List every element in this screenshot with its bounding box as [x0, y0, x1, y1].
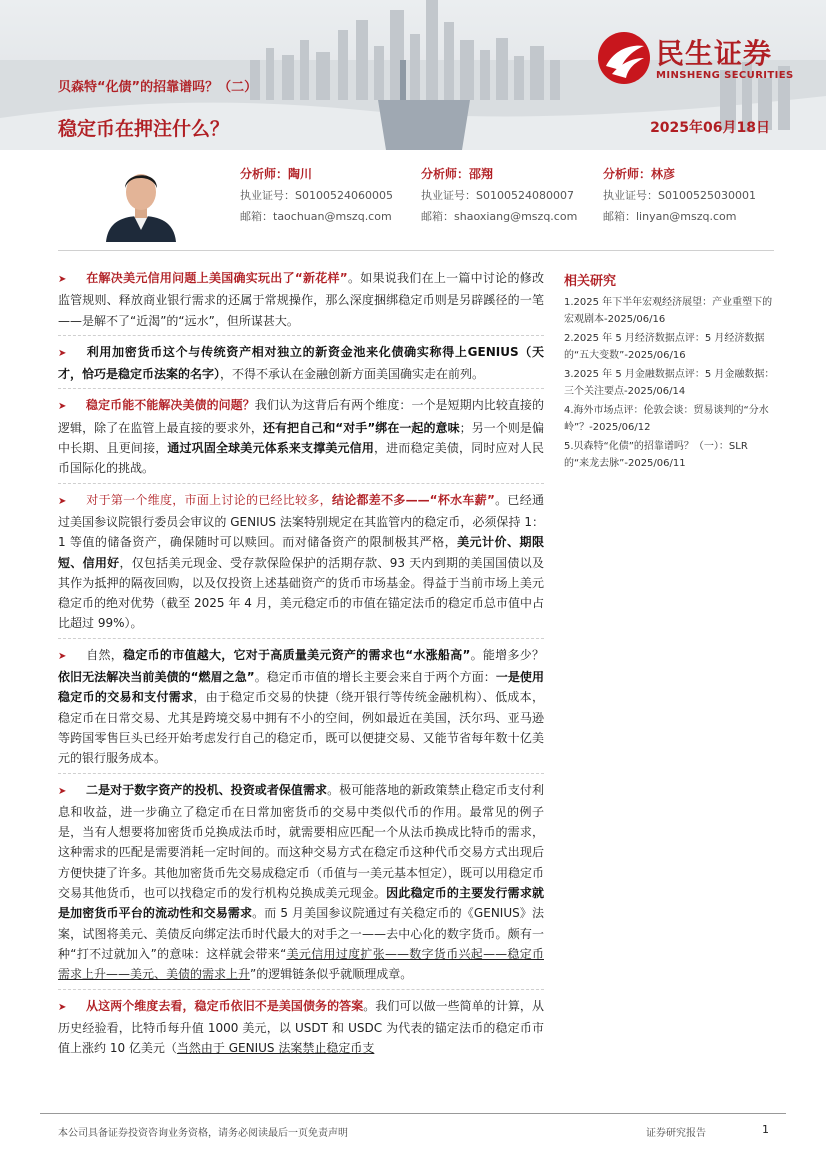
- paragraph-1: [58, 268, 544, 336]
- analyst-cert: 执业证号：S0100524060005: [240, 189, 393, 202]
- analyst-name: 分析师：邵翔: [421, 167, 494, 181]
- analyst-photo: [98, 158, 184, 242]
- analyst-email[interactable]: 邮箱：linyan@mszq.com: [603, 210, 737, 223]
- bullet-arrow-icon: ➤: [58, 347, 67, 359]
- paragraph-underlined: 美元信用过度扩张——数字货币兴起——稳定币需求上升——美元、美债的需求上升: [58, 946, 544, 982]
- paragraph-text: ”的逻辑链条似乎就顺理成章。: [250, 967, 413, 982]
- page-number: 1: [762, 1123, 769, 1136]
- analyst-name: 分析师：陶川: [240, 167, 313, 181]
- bullet-arrow-icon: ➤: [58, 495, 67, 507]
- analyst-name: 分析师：林彦: [603, 167, 676, 181]
- paragraph-bold: 利用加密货币这个与传统资产相对独立的新资金池来化债确实称得上GENIUS（天才，恰巧是稳定币法案的名字）: [58, 344, 544, 382]
- analyst-cert: 执业证号：S0100525030001: [603, 189, 756, 202]
- paragraph-bold: 二是对于数字资产的投机、投资或者保值需求: [86, 782, 328, 797]
- related-item[interactable]: 2.2025 年 5 月经济数据点评：5 月经济数据的“五大变数”-2025/06/16: [564, 333, 765, 361]
- paragraph-underlined: 当然由于 GENIUS 法案禁止稳定币支: [176, 1041, 375, 1056]
- related-item[interactable]: 4.海外市场点评：伦敦会谈：贸易谈判的“分水岭”？-2025/06/12: [564, 405, 769, 433]
- footer-disclaimer: 本公司具备证券投资咨询业务资格，请务必阅读最后一页免责声明: [58, 1128, 348, 1139]
- paragraph-text: 。已经通过美国参议院银行委员会审议的 GENIUS 法案特别规定在其监管内的稳定币，必须保持 1：1 等值的储备资产，确保随时可以赎回。而对储备资产的限制极其严格，: [58, 492, 544, 550]
- analyst-email[interactable]: 邮箱：taochuan@mszq.com: [240, 210, 392, 223]
- logo-english: MINSHENG SECURITIES: [656, 70, 794, 81]
- paragraph-text: ，由于稳定币交易的快捷（绕开银行等传统金融机构）、低成本，稳定币在日常交易、尤其是跨境交易中拥有不小的空间，例如最近在美国，沃尔玛、亚马逊等跨国零售巨头已经开始考虑发行自己的稳定币，既可以便捷交易、又能节省每年数十亿美元的银行服务成本。: [58, 690, 544, 766]
- paragraph-text: ，不得不承认在金融创新方面美国确实走在前列。: [220, 367, 485, 382]
- paragraph-lead: 从这两个维度去看，稳定币依旧不是美国债务的答案: [86, 998, 364, 1013]
- paragraph-text: ；另一个则是偏中长期、且更间接，: [58, 420, 544, 456]
- paragraph-text: 。能增多少？: [470, 647, 544, 662]
- analyst-2: [421, 164, 577, 227]
- related-item[interactable]: 3.2025 年 5 月金融数据点评：5 月金融数据：三个关注要点-2025/06/14: [564, 369, 775, 397]
- paragraph-lead: 结论都差不多——“杯水车薪”: [331, 492, 495, 507]
- report-date: 2025年06月18日: [650, 120, 770, 136]
- paragraph-bold: 美元计价、期限短、信用好: [58, 535, 544, 570]
- analyst-cert: 执业证号：S0100524080007: [421, 189, 574, 202]
- paragraph-bold: 依旧无法解决当前美债的“燃眉之急”: [58, 670, 255, 685]
- bullet-arrow-icon: ➤: [58, 650, 67, 662]
- paragraph-4: [58, 490, 544, 639]
- series-title: 贝森特“化债”的招靠谱吗？（二）: [58, 80, 258, 95]
- related-item[interactable]: 1.2025 年下半年宏观经济展望：产业重塑下的宏观剧本-2025/06/16: [564, 297, 773, 325]
- paragraph-text: 对于第一个维度，市面上讨论的已经比较多，: [86, 492, 332, 507]
- report-title: 稳定币在押注什么？: [58, 118, 230, 140]
- paragraph-text: ，进而稳定美债，同时应对人民币国际化的挑战。: [58, 441, 544, 476]
- paragraph-5: [58, 645, 544, 774]
- paragraph-lead: 稳定币能不能解决美债的问题？: [86, 398, 255, 413]
- paragraph-bold: 一是使用稳定币的交易和支付需求: [58, 670, 544, 705]
- header-banner: [0, 0, 826, 150]
- bullet-arrow-icon: ➤: [58, 1001, 67, 1013]
- paragraph-text: 。而 5 月美国参议院通过有关稳定币的《GENIUS》法案，试图将美元、美债反向绑定法币时代最大的对手之一——去中心化的数字货币。颇有一种“打不过就加入”的意味：这样就会带来“: [58, 906, 544, 961]
- paragraph-3: [58, 395, 544, 483]
- company-logo: [596, 30, 806, 90]
- paragraph-7: [58, 996, 544, 1063]
- bullet-arrow-icon: ➤: [58, 785, 67, 797]
- main-content: [58, 268, 544, 1068]
- footer-doc-type: 证券研究报告: [646, 1128, 706, 1139]
- logo-chinese: 民生证券: [656, 37, 773, 70]
- paragraph-text: 。稳定币市值的增长主要会来自于两个方面：: [254, 670, 496, 685]
- paragraph-bold: 因此稳定币的主要发行需求就是加密货币平台的流动性和交易需求: [58, 886, 544, 921]
- related-research: [564, 270, 776, 475]
- related-research-title: 相关研究: [564, 274, 617, 289]
- bullet-arrow-icon: ➤: [58, 401, 67, 413]
- analyst-1: [240, 164, 393, 227]
- bullet-arrow-icon: ➤: [58, 274, 67, 285]
- paragraph-bold: 还有把自己和“对手”绑在一起的意味: [262, 420, 460, 435]
- related-item[interactable]: 5.贝森特“化债”的招靠谱吗？（一）：SLR 的“来龙去脉”-2025/06/11: [564, 441, 748, 469]
- paragraph-text: ，仅包括美元现金、受存款保险保护的活期存款、93 天内到期的美国国债以及其作为抵押的隔夜回购，以及仅投资上述基础资产的货币市场基金。得益于当前市场上美元稳定币的绝对优势（截至 2025 年 4 月，美元稳定币的市值在锚定法币的稳定币总市值中占比超过 99%）。: [58, 555, 544, 631]
- paragraph-6: [58, 780, 544, 990]
- paragraph-bold: 稳定币的市值越大，它对于高质量美元资产的需求也“水涨船高”: [123, 647, 471, 662]
- paragraph-text: 。我们可以做一些简单的计算，从历史经验看，比特币每升值 1000 美元，以 USDT 和 USDC 为代表的锚定法币的稳定币市值上涨约 10 亿美元（: [58, 998, 544, 1056]
- minsheng-logo-icon: [596, 30, 652, 86]
- paragraph-lead: 在解决美元信用问题上美国确实玩出了“新花样”: [86, 271, 348, 285]
- divider: [58, 250, 774, 251]
- paragraph-text: 我们认为这背后有两个维度：一个是短期内比较直接的逻辑，除了在监管上最直接的要求外，: [58, 398, 544, 435]
- footer-divider: [40, 1113, 786, 1114]
- paragraph-text: 。如果说我们在上一篇中讨论的修改监管规则、释放商业银行需求的还属于常规操作，那么深度捆绑稳定币则是另辟蹊径的一笔——是解不了“近渴”的“远水”，但所谋甚大。: [58, 271, 544, 328]
- paragraph-text: 。极可能落地的新政策禁止稳定币支付利息和收益，进一步确立了稳定币在日常加密货币的交易中类似代币的作用。最常见的例子是，当有人想要将加密货币兑换成法币时，就需要相应匹配一个从法币换成比特币的需求，这种需求的匹配是需要消耗一定时间的。而这种交易方式在稳定币这种代币交易方式出现后方便快捷了许多。其他加密货币先交易成稳定币（币值与一美元基本恒定），既可以用稳定币交易其他货币，也可以找稳定币的发行机构兑换成美元现金。: [58, 782, 545, 901]
- paragraph-bold: 通过巩固全球美元体系来支撑美元信用: [167, 441, 374, 456]
- paragraph-2: [58, 342, 544, 390]
- analyst-3: [603, 164, 756, 227]
- analyst-email[interactable]: 邮箱：shaoxiang@mszq.com: [421, 210, 578, 223]
- paragraph-text: 自然，: [86, 647, 124, 662]
